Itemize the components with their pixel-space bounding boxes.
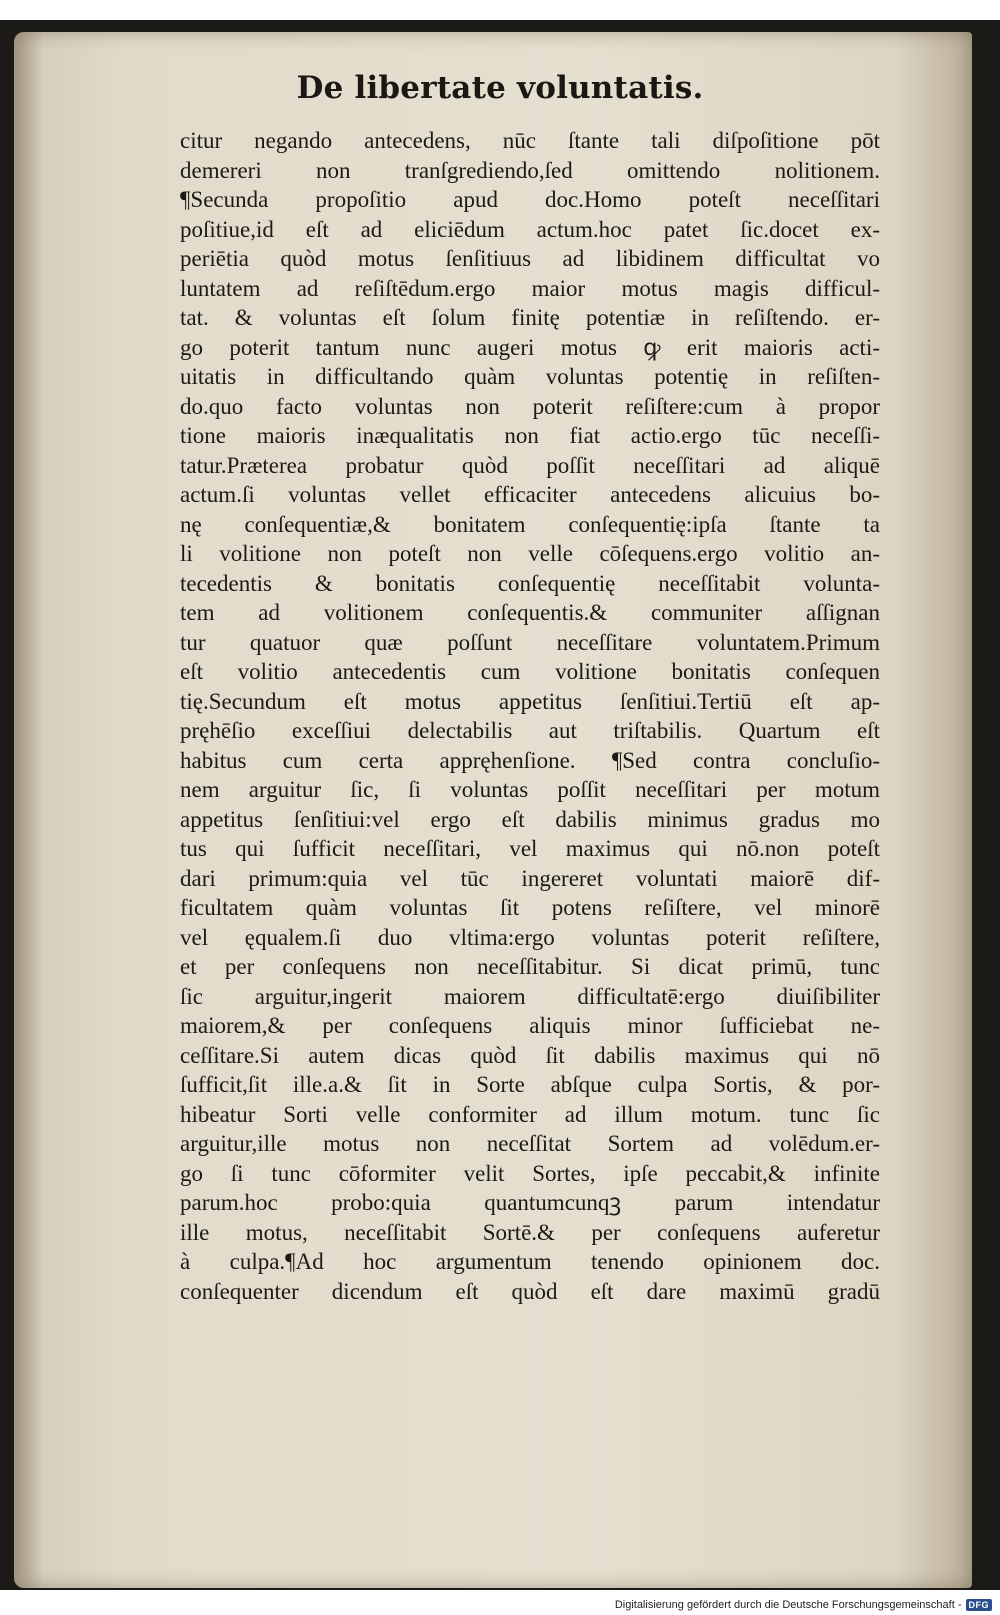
text-line: demereri non tranſgrediendo,ſed omittendo nolitionem. <box>180 157 880 183</box>
text-line: do.quo facto voluntas non poterit reſiſtere:cum à propor <box>180 393 880 419</box>
text-line: vel ęqualem.ſi duo vltima:ergo voluntas poterit reſiſtere, <box>180 924 880 950</box>
text-line: et per conſequens non neceſſitabitur. Si dicat primū, tunc <box>180 954 880 979</box>
text-line: tecedentis & bonitatis conſequentię neceſſitabit volunta- <box>180 570 880 596</box>
text-line: go ſi tunc cōformiter velit Sortes, ipſe peccabit,& infinite <box>180 1160 880 1186</box>
text-line: habitus cum certa appręhenſione. ¶Sed contra concluſio- <box>180 747 880 773</box>
text-line: nę conſequentiæ,& bonitatem conſequentię:ipſa ſtante ta <box>180 511 880 537</box>
dfg-logo: DFG <box>966 1599 993 1611</box>
text-line: citur negando antecedens, nūc ſtante tali diſpoſitione pōt <box>180 128 880 153</box>
text-line: tatur.Præterea probatur quòd poſſit neceſſitari ad aliquē <box>180 452 880 478</box>
text-line: ſic arguitur,ingerit maiorem difficultatē:ergo diuiſibiliter <box>180 983 880 1009</box>
text-line: poſitiue,id eſt ad eliciēdum actum.hoc patet ſic.docet ex- <box>180 216 880 242</box>
page-gutter-shadow <box>14 32 44 1588</box>
text-line: maiorem,& per conſequens aliquis minor ſufficiebat ne- <box>180 1013 880 1038</box>
text-line: parum.hoc probo:quia quantumcunqꝫ parum intendatur <box>180 1190 880 1215</box>
text-line: ¶Secunda propoſitio apud doc.Homo poteſt neceſſitari <box>180 187 880 212</box>
text-line: periētia quòd motus ſenſitiuus ad libidinem difficultat vo <box>180 246 880 271</box>
text-line: uitatis in difficultando quàm voluntas potentię in reſiſten- <box>180 364 880 389</box>
text-line: à culpa.¶Ad hoc argumentum tenendo opinionem doc. <box>180 1249 880 1274</box>
text-line: ſufficit,ſit ille.a.& ſit in Sorte abſque culpa Sortis, & por- <box>180 1072 880 1097</box>
text-line: arguitur,ille motus non neceſſitat Sortem ad volēdum.er- <box>180 1131 880 1156</box>
text-line: ceſſitare.Si autem dicas quòd ſit dabilis maximus qui nō <box>180 1042 880 1068</box>
text-line: tię.Secundum eſt motus appetitus ſenſitiui.Tertiū eſt ap- <box>180 688 880 714</box>
text-line: luntatem ad reſiſtēdum.ergo maior motus magis difficul- <box>180 275 880 301</box>
text-line: pręhēſio exceſſiui delectabilis aut triſtabilis. Quartum eſt <box>180 718 880 743</box>
text-line: ille motus, neceſſitabit Sortē.& per conſequens auferetur <box>180 1219 880 1245</box>
text-line: li volitione non poteſt non velle cōſequens.ergo volitio an- <box>180 541 880 566</box>
text-line: actum.ſi voluntas vellet efficaciter antecedens alicuius bo- <box>180 482 880 507</box>
text-line: tat. & voluntas eſt ſolum finitę potentiæ in reſiſtendo. er- <box>180 305 880 330</box>
text-line: eſt volitio antecedentis cum volitione bonitatis conſequen <box>180 659 880 684</box>
text-line: nem arguitur ſic, ſi voluntas poſſit neceſſitari per motum <box>180 777 880 802</box>
text-line: conſequenter dicendum eſt quòd eſt dare maximū gradū <box>180 1278 880 1304</box>
text-line: tur quatuor quæ poſſunt neceſſitare voluntatem.Primum <box>180 629 880 655</box>
text-line: dari primum:quia vel tūc ingereret voluntati maiorē dif- <box>180 865 880 891</box>
text-line: tem ad volitionem conſequentis.& communiter aſſignan <box>180 600 880 625</box>
text-line: hibeatur Sorti velle conformiter ad illum motum. tunc ſic <box>180 1101 880 1127</box>
text-line: appetitus ſenſitiui:vel ergo eſt dabilis minimus gradus mo <box>180 806 880 832</box>
body-text <box>180 126 880 1306</box>
text-line: ficultatem quàm voluntas ſit potens reſiſtere, vel minorē <box>180 895 880 920</box>
text-line: tus qui ſufficit neceſſitari, vel maximus qui nō.non poteſt <box>180 836 880 861</box>
running-head: De libertate voluntatis. <box>296 70 704 106</box>
text-line: tione maioris inæqualitatis non fiat actio.ergo tūc neceſſi- <box>180 423 880 448</box>
text-line: go poterit tantum nunc augeri motus ꝙ erit maioris acti- <box>180 334 880 360</box>
digitization-credit <box>615 1599 992 1611</box>
credit-text: Digitalisierung gefördert durch die Deutsche Forschungsgemeinschaft - <box>614 1599 962 1611</box>
